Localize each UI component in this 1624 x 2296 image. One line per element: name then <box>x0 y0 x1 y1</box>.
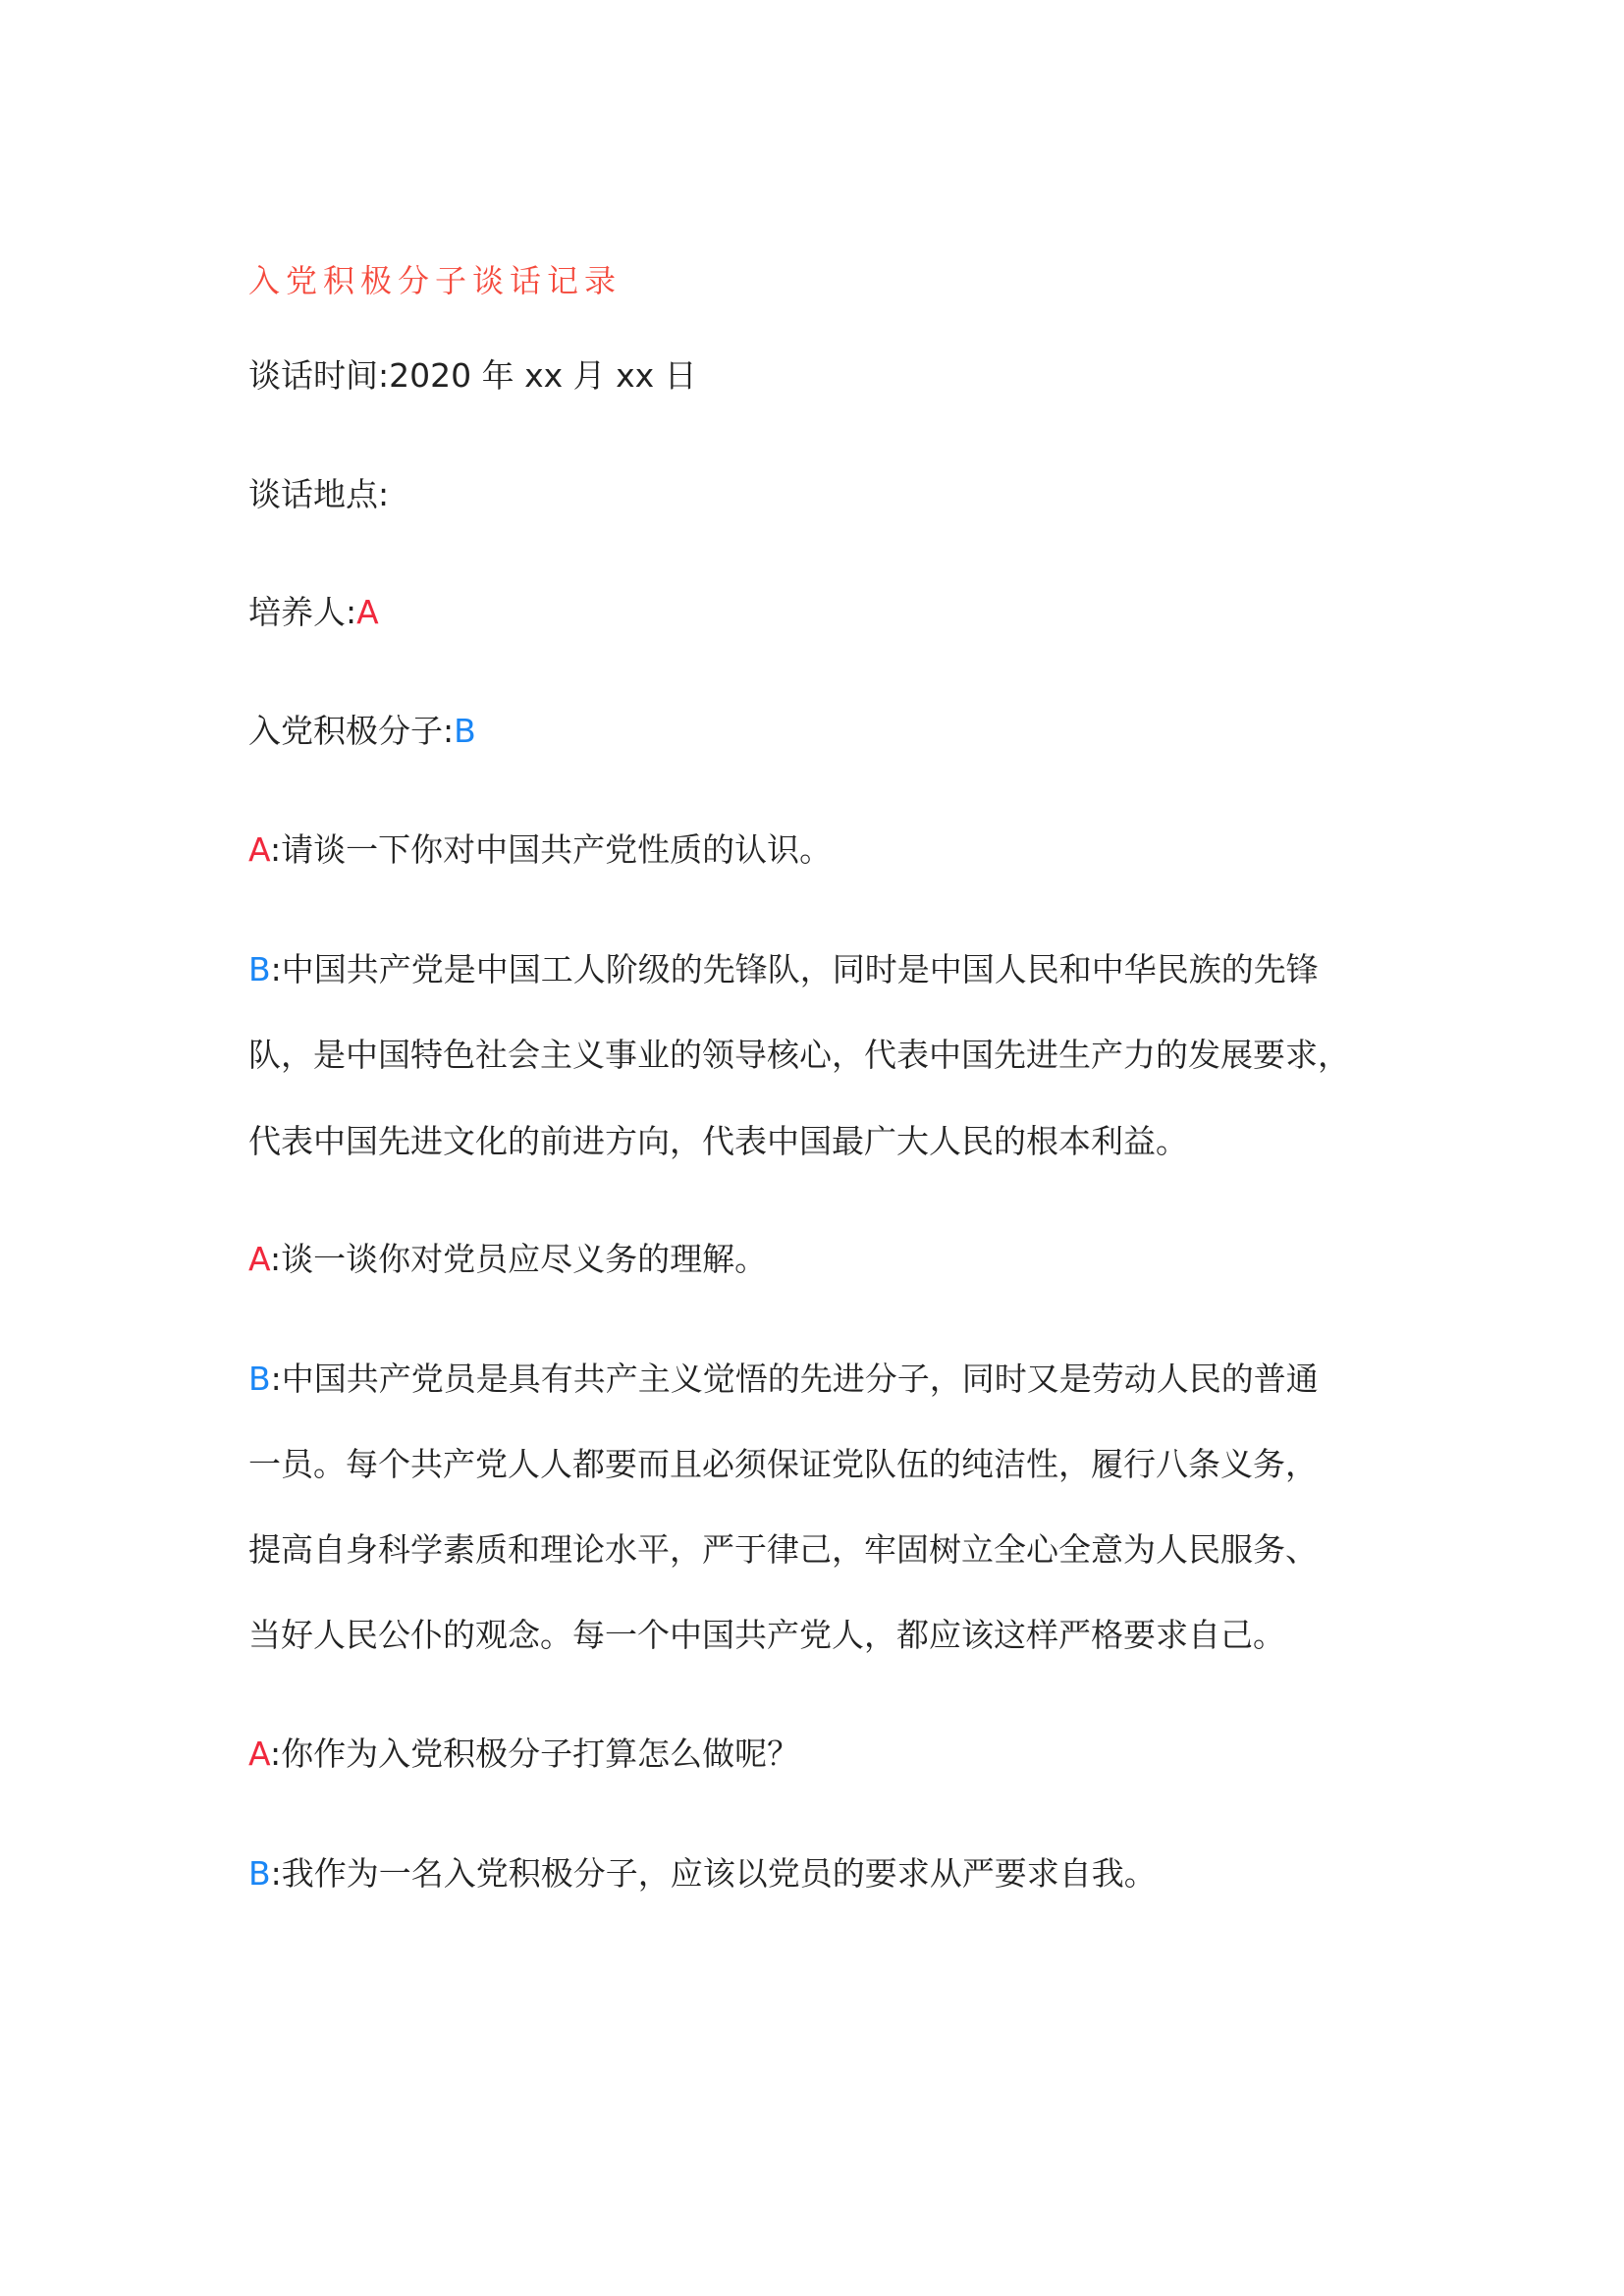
dialogue-line <box>248 1360 1319 1399</box>
dialogue-line <box>248 830 832 870</box>
talk-time: 谈话时间:2020 年 xx 月 xx 日 <box>248 356 697 395</box>
dialogue-text: :请谈一下你对中国共产党性质的认识。 <box>270 830 833 869</box>
mentor-name: A <box>356 593 379 631</box>
dialogue-line <box>248 1240 767 1279</box>
speaker-b: B <box>248 950 271 988</box>
dialogue-text: :中国共产党是中国工人阶级的先锋队，同时是中国人民和中华民族的先锋 <box>270 950 1319 988</box>
speaker-b: B <box>248 1854 271 1893</box>
dialogue-text: 当好人民公仆的观念。每一个中国共产党人，都应该这样严格要求自己。 <box>248 1616 1285 1654</box>
activist-label: 入党积极分子: <box>248 712 455 750</box>
dialogue-line <box>248 950 1319 989</box>
speaker-a: A <box>248 1735 270 1773</box>
dialogue-text: :中国共产党员是具有共产主义觉悟的先进分子，同时又是劳动人民的普通 <box>270 1360 1319 1398</box>
dialogue-line <box>248 1735 799 1774</box>
dialogue-text: :你作为入党积极分子打算怎么做呢？ <box>270 1735 800 1773</box>
dialogue-text: 队，是中国特色社会主义事业的领导核心，代表中国先进生产力的发展要求， <box>248 1036 1350 1074</box>
dialogue-text: 提高自身科学素质和理论水平，严于律己，牢固树立全心全意为人民服务、 <box>248 1530 1318 1569</box>
mentor-label: 培养人: <box>248 593 357 631</box>
dialogue-text: :谈一谈你对党员应尽义务的理解。 <box>270 1240 768 1278</box>
activist-name: B <box>454 712 476 750</box>
talk-place: 谈话地点: <box>248 475 390 513</box>
document-title: 入党积极分子谈话记录 <box>248 262 623 299</box>
dialogue-text: 代表中国先进文化的前进方向，代表中国最广大人民的根本利益。 <box>248 1122 1188 1160</box>
speaker-a: A <box>248 1240 270 1278</box>
dialogue-text: :我作为一名入党积极分子，应该以党员的要求从严要求自我。 <box>270 1854 1157 1893</box>
mentor-line <box>248 593 379 632</box>
dialogue-line <box>248 1854 1157 1894</box>
activist-line <box>248 712 476 751</box>
speaker-b: B <box>248 1360 271 1398</box>
speaker-a: A <box>248 830 270 869</box>
dialogue-text: 一员。每个共产党人人都要而且必须保证党队伍的纯洁性，履行八条义务， <box>248 1445 1318 1483</box>
